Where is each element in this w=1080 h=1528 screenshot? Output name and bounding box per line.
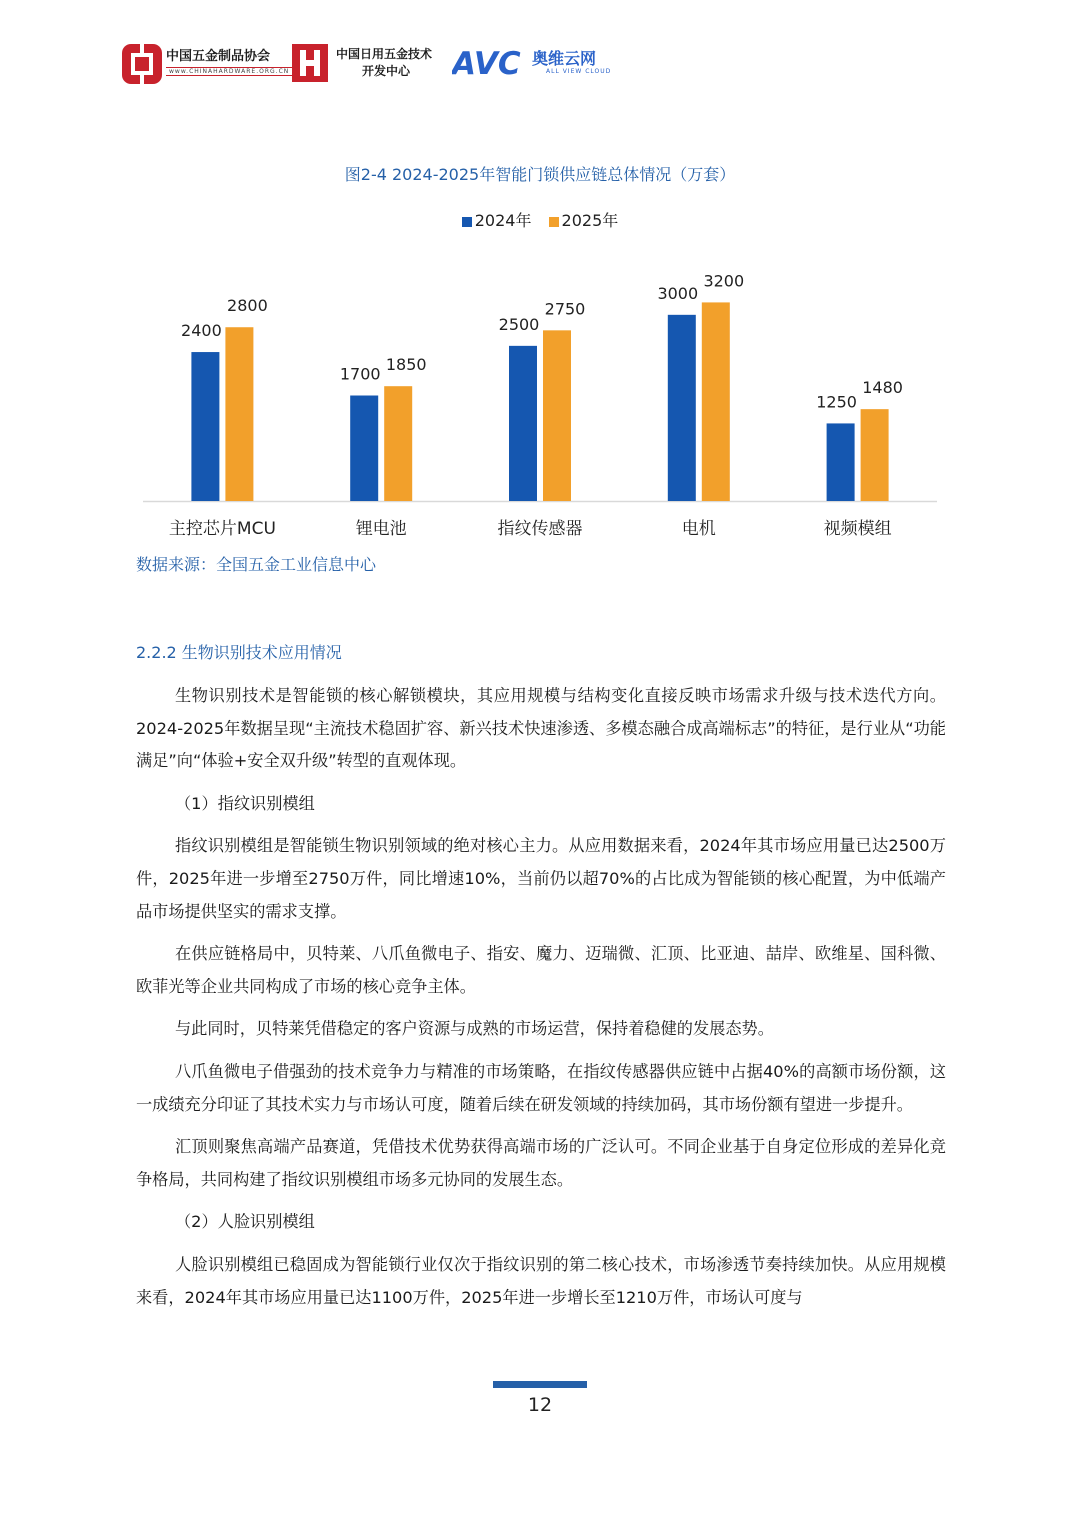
chart-title: 图2-4 2024-2025年智能门锁供应链总体情况（万套） [344, 165, 736, 184]
data-label-2024-1: 1700 [339, 364, 381, 384]
data-label-2024-4: 1250 [816, 392, 857, 412]
page-number: 12 [527, 1394, 553, 1416]
data-label-2025-3: 3200 [703, 271, 745, 291]
paragraph: 汇顶则聚焦高端产品赛道，凭借技术优势获得高端市场的广泛认可。不同企业基于自身定位形成的差异化竞争格局，共同构建了指纹识别模组市场多元协同的发展生态。 [136, 1137, 946, 1189]
data-label-2025-0: 2800 [227, 296, 268, 316]
x-tick-label-3: 电机 [681, 519, 716, 539]
data-label-2024-0: 2400 [181, 321, 222, 341]
avc-subtitle: ALL VIEW CLOUD [546, 68, 612, 75]
bar-2025-3 [702, 302, 730, 501]
paragraph: 人脸识别模组已稳固成为智能锁行业仅次于指纹识别的第二核心技术，市场渗透节奏持续加快。从应用规模来看，2024年其市场应用量已达1100万件，2025年进一步增长至1210万件，市场认可度与 [136, 1254, 946, 1307]
paragraph: 八爪鱼微电子借强劲的技术竞争力与精准的市场策略，在指纹传感器供应链中占据40%的高额市场份额，这一成绩充分印证了其技术实力与市场认可度，随着后续在研发领域的持续加码，其市场份额有望进一步提升。 [136, 1061, 946, 1114]
x-tick-label-1: 锂电池 [355, 519, 407, 539]
legend-label-2025: 2025年 [561, 211, 619, 230]
association-url: www.CHINAHARDWARE.ORG.CN [166, 67, 292, 76]
section-heading: 2.2.2 生物识别技术应用情况 [136, 643, 342, 662]
subheading-fingerprint: （1）指纹识别模组 [175, 793, 315, 813]
data-source: 数据来源：全国五金工业信息中心 [136, 555, 377, 574]
avc-name: 奥维云网 [532, 49, 597, 68]
bar-chart [0, 0, 1080, 560]
paragraph: 生物识别技术是智能锁的核心解锁模块，其应用规模与结构变化直接反映市场需求升级与技术迭代方向。2024-2025年数据呈现“主流技术稳固扩容、新兴技术快速渗透、多模态融合成高端标志”的特征，是行业从“功能满足”向“体验+安全双升级”转型的直观体现。 [136, 686, 946, 771]
bar-2025-2 [543, 330, 571, 501]
x-tick-label-2: 指纹传感器 [497, 519, 583, 539]
bar-2025-0 [225, 327, 253, 501]
paragraph: 在供应链格局中，贝特莱、八爪鱼微电子、指安、魔力、迈瑞微、汇顶、比亚迪、喆岸、欧维星、国科微、欧菲光等企业共同构成了市场的核心竞争主体。 [136, 944, 946, 996]
bar-2024-1 [350, 396, 378, 502]
data-label-2025-4: 1480 [862, 378, 903, 398]
tech-center-name-line2: 开发中心 [362, 64, 411, 78]
data-label-2024-2: 2500 [498, 314, 540, 334]
data-label-2025-1: 1850 [385, 355, 427, 375]
bar-2024-0 [191, 352, 219, 501]
legend-label-2024: 2024年 [474, 211, 532, 230]
x-tick-label-4: 视频模组 [823, 519, 892, 539]
bar-2025-1 [384, 386, 412, 501]
paragraph: 与此同时，贝特莱凭借稳定的客户资源与成熟的市场运营，保持着稳健的发展态势。 [175, 1019, 774, 1039]
footer-bar [493, 1381, 587, 1388]
subheading-face: （2）人脸识别模组 [175, 1212, 315, 1232]
data-label-2024-3: 3000 [657, 283, 699, 303]
bar-2024-4 [827, 423, 855, 501]
association-name: 中国五金制品协会 [166, 49, 271, 64]
avc-logo-text: AVC [452, 46, 521, 78]
bar-2024-3 [668, 315, 696, 501]
section-body [136, 680, 946, 1324]
data-label-2025-2: 2750 [544, 299, 586, 319]
x-tick-label-0: 主控芯片MCU [168, 519, 276, 539]
tech-center-name-line1: 中国日用五金技术 [336, 47, 433, 61]
bar-2024-2 [509, 346, 537, 501]
bar-2025-4 [861, 409, 889, 501]
paragraph: 指纹识别模组是智能锁生物识别领域的绝对核心主力。从应用数据来看，2024年其市场应用量已达2500万件，2025年进一步增至2750万件，同比增速10%，当前仍以超70%的占比成为智能锁的核心配置，为中低端产品市场提供坚实的需求支撑。 [136, 836, 946, 921]
